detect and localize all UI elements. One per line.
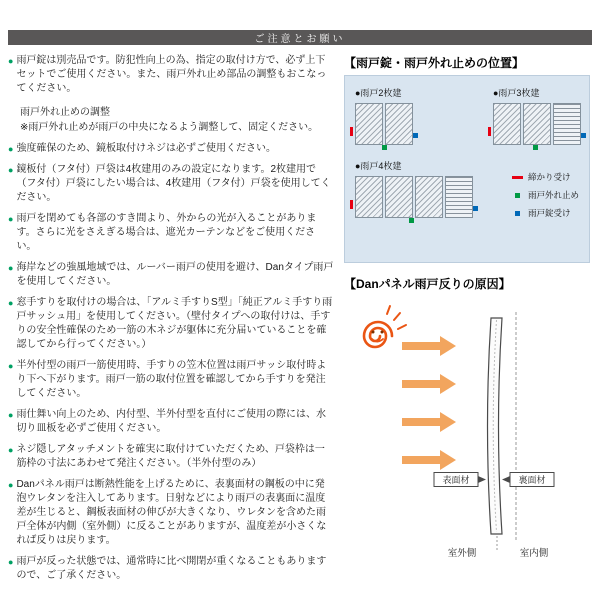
note-item bbox=[8, 478, 334, 548]
legend-label: 雨戸錠受け bbox=[527, 208, 571, 218]
bullet-icon: ● bbox=[8, 557, 14, 567]
diagram-row bbox=[355, 159, 581, 225]
warp-diagram-svg bbox=[344, 296, 590, 564]
bullet-icon: ● bbox=[8, 56, 14, 66]
bullet-icon: ● bbox=[8, 263, 14, 273]
shutter-panel bbox=[493, 103, 521, 145]
diagram-label: ●雨戸3枚建 bbox=[493, 88, 540, 98]
diagram-label: ●雨戸4枚建 bbox=[355, 161, 402, 171]
page-header bbox=[8, 30, 592, 45]
note-text: 鏡板付（フタ付）戸袋は4枚建用のみの設定になります。2枚建用で（フタ付）戸袋にしたい場合は、4枚建用（フタ付）戸袋を使用してください。 bbox=[16, 164, 331, 203]
legend bbox=[512, 171, 581, 225]
note-text: Danパネル雨戸は断熱性能を上げるために、表裏面材の鋼板の中に発泡ウレタンを注入してあります。日射などにより雨戸の表裏面に温度差が生じると、鋼板表面材の伸びが大きくなり、ウレタンを含めた雨戸全体が内側（室外側）に反ることがありますが、温度差が小さくなれば反りは戻ります。 bbox=[16, 479, 327, 546]
diagram-row bbox=[355, 86, 581, 145]
legend-blue-mark bbox=[515, 211, 520, 216]
legend-green-mark bbox=[515, 193, 520, 198]
svg-text:裏面材: 裏面材 bbox=[518, 475, 546, 485]
svg-text:表面材: 表面材 bbox=[442, 475, 470, 485]
note-item bbox=[8, 555, 334, 583]
note-item bbox=[8, 408, 334, 436]
bullet-icon: ● bbox=[8, 214, 14, 224]
legend-row bbox=[512, 171, 579, 183]
note-text: 雨戸外れ止めの調整 bbox=[20, 107, 110, 118]
bullet-icon: ● bbox=[8, 144, 14, 154]
diagram-label: ●雨戸2枚建 bbox=[355, 88, 402, 98]
shutter-panels bbox=[355, 103, 413, 145]
note-text: ※雨戸外れ止めが雨戸の中央になるよう調整して、固定ください。 bbox=[20, 122, 319, 133]
note-item bbox=[8, 261, 334, 289]
sun-icon bbox=[364, 306, 406, 347]
bullet-icon: ● bbox=[8, 480, 14, 490]
note-text: 強度確保のため、鏡板取付けネジは必ずご使用ください。 bbox=[16, 143, 277, 154]
legend-red-mark bbox=[512, 176, 523, 179]
heat-arrow bbox=[402, 374, 456, 394]
note-text: 半外付型の雨戸一筋使用時、手すりの笠木位置は雨戸サッシ取付時より下へ下がります。雨戸一筋の取付位置を確認してから手すりを発注してください。 bbox=[16, 360, 327, 399]
note-subheading bbox=[8, 106, 334, 120]
legend-row bbox=[512, 207, 579, 219]
note-text: 海岸などの強風地域では、ルーバー雨戸の使用を避け、Danタイプ雨戸を使用してください。 bbox=[16, 262, 334, 287]
hazuredome-mark bbox=[409, 218, 414, 223]
shutter-panel bbox=[415, 176, 443, 218]
heat-arrow bbox=[402, 336, 456, 356]
warped-panel bbox=[488, 312, 517, 552]
shutter-pocket bbox=[445, 176, 473, 218]
legend-label: 締かり受け bbox=[527, 172, 571, 182]
front-material-label bbox=[434, 473, 486, 487]
diagram-4-panel bbox=[355, 159, 473, 225]
note-item bbox=[8, 163, 334, 205]
note-text: 雨戸が反った状態では、通常時に比べ開閉が重くなることもありますので、ご了承ください。 bbox=[16, 556, 327, 581]
note-item bbox=[8, 359, 334, 401]
shutter-panel bbox=[355, 176, 383, 218]
warp-cause-diagram bbox=[344, 296, 590, 564]
note-text: ネジ隠しアタッチメントを確実に取付けていただくため、戸袋枠は一筋枠の寸法にあわせて発注ください。（半外付型のみ） bbox=[16, 444, 325, 469]
note-text: 雨戸を閉めても各部のすき間より、外からの光が入ることがあります。さらに光をさえぎる場合は、遮光カーテンなどをご使用ください。 bbox=[16, 213, 317, 252]
note-item bbox=[8, 54, 334, 96]
shutter-pocket bbox=[553, 103, 581, 145]
jou-uke-mark bbox=[581, 133, 586, 138]
shimari-uke-mark bbox=[350, 127, 353, 136]
note-text: 窓手すりを取付けの場合は、「アルミ手すりS型」「純正アルミ手すり雨戸サッシュ用」を使用してください。（壁付タイプへの取付けは、手すりの安全性確保のため一筋の木ネジが躯体に充分届いていることを確認してから行ってください。） bbox=[16, 297, 333, 350]
diagram-3-panel bbox=[493, 86, 581, 145]
position-section-title: 【雨戸錠・雨戸外れ止めの位置】 bbox=[344, 56, 525, 70]
bullet-icon: ● bbox=[8, 361, 14, 371]
bullet-icon: ● bbox=[8, 410, 14, 420]
note-text: 雨戸錠は別売品です。防犯性向上の為、指定の取付け方で、必ず上下セットでご使用ください。また、雨戸外れ止め部品の調整もおこなってください。 bbox=[16, 55, 327, 94]
legend-row bbox=[512, 189, 579, 201]
heat-arrow bbox=[402, 412, 456, 432]
note-text: 雨仕舞い向上のため、内付型、半外付型を直付にご使用の際には、水切り皿板を必ずご使用ください。 bbox=[16, 409, 327, 434]
shutter-panel bbox=[385, 103, 413, 145]
jou-uke-mark bbox=[413, 133, 418, 138]
shutter-panels bbox=[493, 103, 581, 145]
note-item bbox=[8, 121, 334, 135]
shutter-position-diagram bbox=[344, 75, 590, 263]
legend-label: 雨戸外れ止め bbox=[527, 190, 579, 200]
diagrams-column bbox=[344, 54, 592, 590]
heat-arrow bbox=[402, 450, 456, 470]
hazuredome-mark bbox=[382, 145, 387, 150]
notes-column bbox=[8, 54, 334, 590]
shimari-uke-mark bbox=[350, 200, 353, 209]
shutter-panels bbox=[355, 176, 473, 218]
back-material-label bbox=[502, 473, 554, 487]
note-item bbox=[8, 296, 334, 352]
page-title: ご注意とお願い bbox=[254, 34, 346, 45]
shutter-panel bbox=[385, 176, 413, 218]
indoor-label: 室内側 bbox=[519, 548, 549, 559]
note-item bbox=[8, 142, 334, 156]
bullet-icon: ● bbox=[8, 445, 14, 455]
bullet-icon: ● bbox=[8, 165, 14, 175]
jou-uke-mark bbox=[473, 206, 478, 211]
shutter-panel bbox=[355, 103, 383, 145]
outdoor-label: 室外側 bbox=[447, 548, 477, 559]
heat-arrows bbox=[402, 336, 456, 470]
warp-section-title: 【Danパネル雨戸反りの原因】 bbox=[344, 277, 511, 291]
note-item bbox=[8, 212, 334, 254]
bullet-icon: ● bbox=[8, 298, 14, 308]
shutter-panel bbox=[523, 103, 551, 145]
diagram-2-panel bbox=[355, 86, 413, 145]
shimari-uke-mark bbox=[488, 127, 491, 136]
content bbox=[8, 54, 592, 590]
note-item bbox=[8, 443, 334, 471]
hazuredome-mark bbox=[533, 145, 538, 150]
